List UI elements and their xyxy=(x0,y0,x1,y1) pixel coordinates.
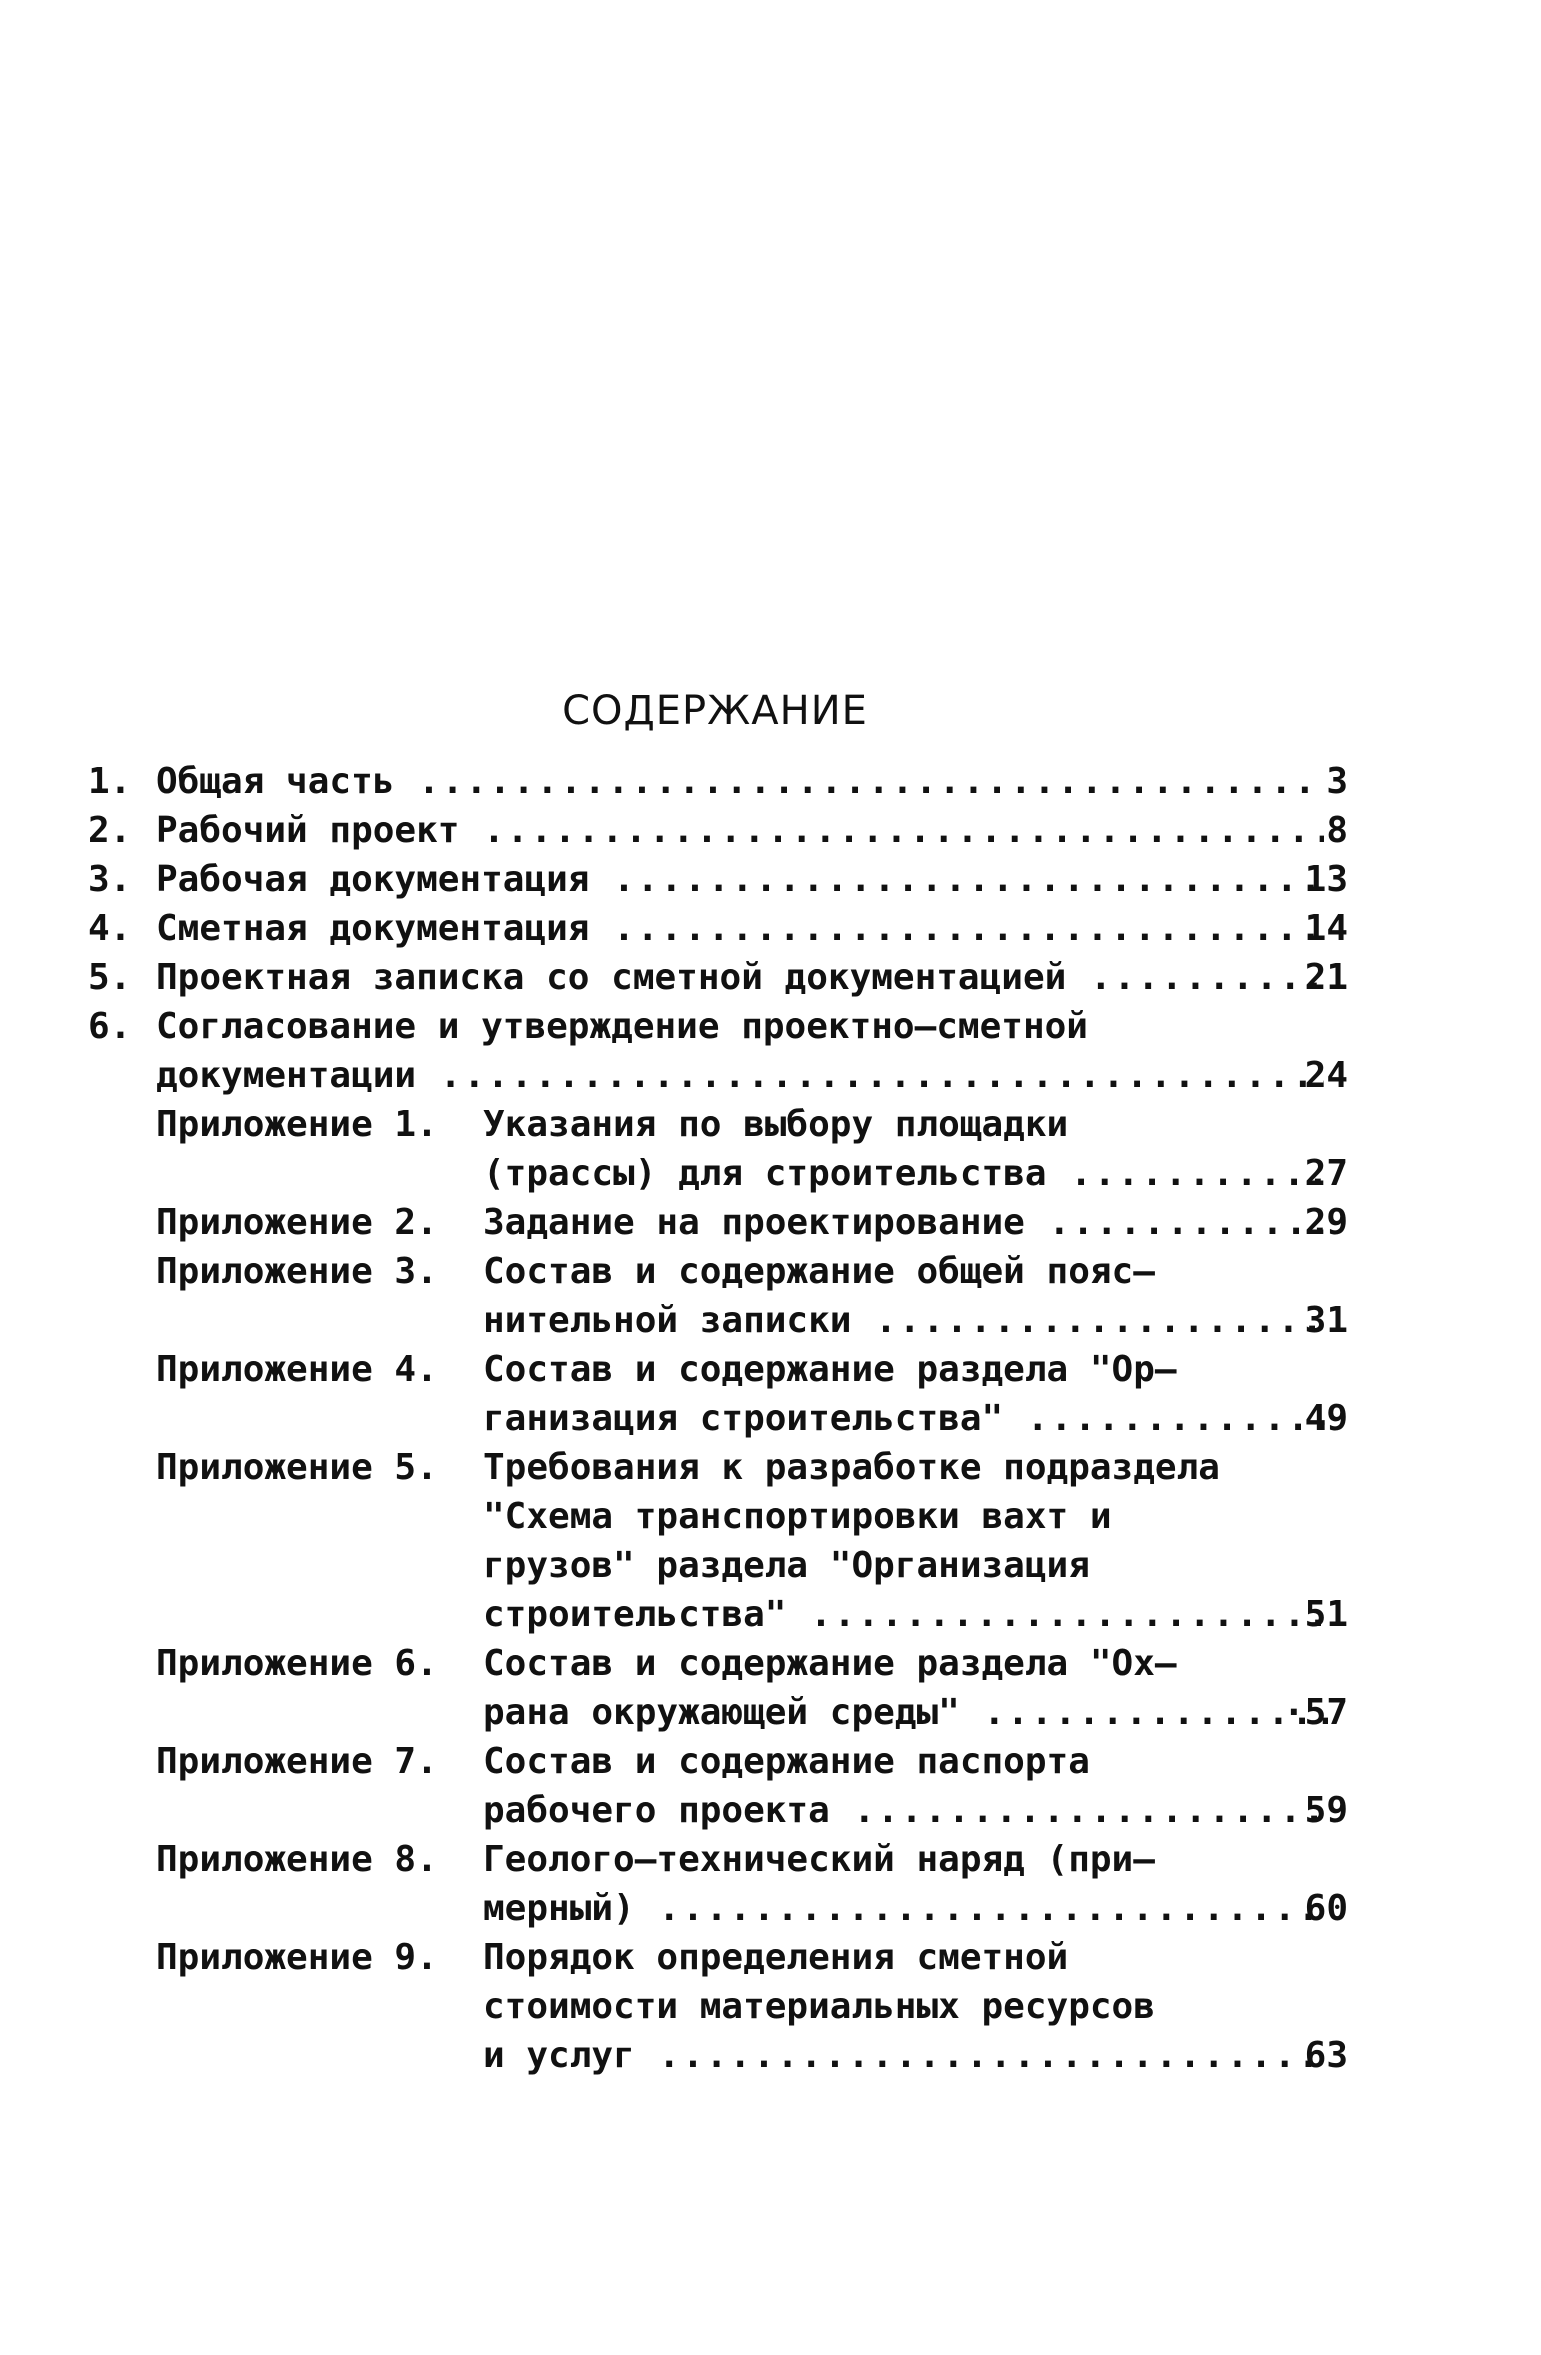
appendix-title-line-3: и услуг ..... xyxy=(483,2035,1328,2076)
toc-entry-6[interactable] xyxy=(88,1002,1348,1051)
appendix-entry-5-continued[interactable] xyxy=(88,1541,1348,1590)
appendix-title-line-2: "Схема транспортировки вахт и xyxy=(483,1496,1112,1537)
appendix-entry-5[interactable] xyxy=(88,1443,1348,1492)
appendix-entry-9[interactable] xyxy=(88,1933,1348,1982)
appendix-entry-1-continued[interactable] xyxy=(88,1149,1348,1198)
appendix-label: Приложение 3. xyxy=(156,1251,438,1292)
entry-title-line-1: Согласование и утверждение проектно–сметной xyxy=(156,1006,1088,1047)
appendix-entry-2[interactable] xyxy=(88,1198,1348,1247)
page-number: 63 xyxy=(1304,2035,1348,2076)
appendix-label: Приложение 1. xyxy=(156,1104,438,1145)
page-title: СОДЕРЖАНИЕ xyxy=(562,688,868,734)
toc-entry-6-continued[interactable] xyxy=(88,1051,1348,1100)
appendix-entry-5-continued[interactable] xyxy=(88,1590,1348,1639)
appendix-title-line-1: Геолого–технический наряд (при– xyxy=(483,1839,1155,1880)
appendix-label: Приложение 6. xyxy=(156,1643,438,1684)
appendix-entry-1[interactable] xyxy=(88,1100,1348,1149)
page-number: 51 xyxy=(1304,1594,1348,1635)
page-number: 60 xyxy=(1304,1888,1348,1929)
page-number: 21 xyxy=(1304,957,1348,998)
appendix-title-line-2: (трассы) для строительства ..... xyxy=(483,1153,1328,1194)
appendix-label: Приложение 7. xyxy=(156,1741,438,1782)
appendix-title-line-1: Состав и содержание паспорта xyxy=(483,1741,1090,1782)
appendix-title-line-2: ганизация строительства" ..... xyxy=(483,1398,1328,1439)
page-number: 27 xyxy=(1304,1153,1348,1194)
appendix-entry-8-continued[interactable] xyxy=(88,1884,1348,1933)
appendix-title-line-1: Состав и содержание раздела "Ор– xyxy=(483,1349,1177,1390)
page-number: 59 xyxy=(1304,1790,1348,1831)
entry-number: 5. xyxy=(88,957,132,998)
toc-entry-1[interactable] xyxy=(88,757,1348,806)
appendix-entry-7[interactable] xyxy=(88,1737,1348,1786)
page-number: 8 xyxy=(1326,810,1348,851)
appendix-title-line-4: строительства" ..... xyxy=(483,1594,1328,1635)
toc-entry-5[interactable] xyxy=(88,953,1348,1002)
appendix-title-line-1: Порядок определения сметной xyxy=(483,1937,1069,1978)
entry-number: 4. xyxy=(88,908,132,949)
appendix-entry-6[interactable] xyxy=(88,1639,1348,1688)
page-number: 13 xyxy=(1304,859,1348,900)
appendix-title-line-3: грузов" раздела "Организация xyxy=(483,1545,1090,1586)
appendix-entry-9-continued[interactable] xyxy=(88,1982,1348,2031)
appendix-title-line-1: Задание на проектирование ..... xyxy=(483,1202,1328,1243)
appendix-entry-8[interactable] xyxy=(88,1835,1348,1884)
appendix-title-line-2: рана окружающей среды" ..... xyxy=(483,1692,1328,1733)
appendix-title-line-2: мерный) ..... xyxy=(483,1888,1328,1929)
appendix-title-line-2: нительной записки ..... xyxy=(483,1300,1328,1341)
entry-title: Сметная документация ..... xyxy=(156,908,1324,949)
appendix-title-line-1: Состав и содержание раздела "Ох– xyxy=(483,1643,1177,1684)
toc-entry-2[interactable] xyxy=(88,806,1348,855)
appendix-entry-7-continued[interactable] xyxy=(88,1786,1348,1835)
appendix-entry-6-continued[interactable] xyxy=(88,1688,1348,1737)
entry-title-line-2: документации ..... xyxy=(156,1055,1324,1096)
appendix-entry-5-continued[interactable] xyxy=(88,1492,1348,1541)
entry-number: 2. xyxy=(88,810,132,851)
appendix-label: Приложение 5. xyxy=(156,1447,438,1488)
appendix-label: Приложение 2. xyxy=(156,1202,438,1243)
page-number: 29 xyxy=(1304,1202,1348,1243)
appendix-title-line-2: рабочего проекта ..... xyxy=(483,1790,1328,1831)
appendix-label: Приложение 8. xyxy=(156,1839,438,1880)
page-number: 24 xyxy=(1304,1055,1348,1096)
appendix-label: Приложение 9. xyxy=(156,1937,438,1978)
table-of-contents xyxy=(88,757,1348,2080)
appendix-entry-3[interactable] xyxy=(88,1247,1348,1296)
page-number: 49 xyxy=(1304,1398,1348,1439)
appendix-label: Приложение 4. xyxy=(156,1349,438,1390)
entry-title: Рабочий проект ..... xyxy=(156,810,1324,851)
appendix-title-line-1: Состав и содержание общей пояс– xyxy=(483,1251,1155,1292)
entry-title: Проектная записка со сметной документацией ..... xyxy=(156,957,1324,998)
page-number: 31 xyxy=(1304,1300,1348,1341)
appendix-entry-4[interactable] xyxy=(88,1345,1348,1394)
page-number: 14 xyxy=(1304,908,1348,949)
appendix-entry-3-continued[interactable] xyxy=(88,1296,1348,1345)
entry-title: Рабочая документация ..... xyxy=(156,859,1324,900)
appendix-title-line-2: стоимости материальных ресурсов xyxy=(483,1986,1155,2027)
entry-number: 6. xyxy=(88,1006,132,1047)
entry-title: Общая часть ..... xyxy=(156,761,1324,802)
appendix-title-line-1: Указания по выбору площадки xyxy=(483,1104,1069,1145)
toc-entry-4[interactable] xyxy=(88,904,1348,953)
page-number: ·57 xyxy=(1282,1692,1348,1733)
toc-entry-3[interactable] xyxy=(88,855,1348,904)
appendix-entry-4-continued[interactable] xyxy=(88,1394,1348,1443)
page-number: 3 xyxy=(1326,761,1348,802)
entry-number: 3. xyxy=(88,859,132,900)
appendix-entry-9-continued[interactable] xyxy=(88,2031,1348,2080)
entry-number: 1. xyxy=(88,761,132,802)
appendix-title-line-1: Требования к разработке подраздела xyxy=(483,1447,1220,1488)
